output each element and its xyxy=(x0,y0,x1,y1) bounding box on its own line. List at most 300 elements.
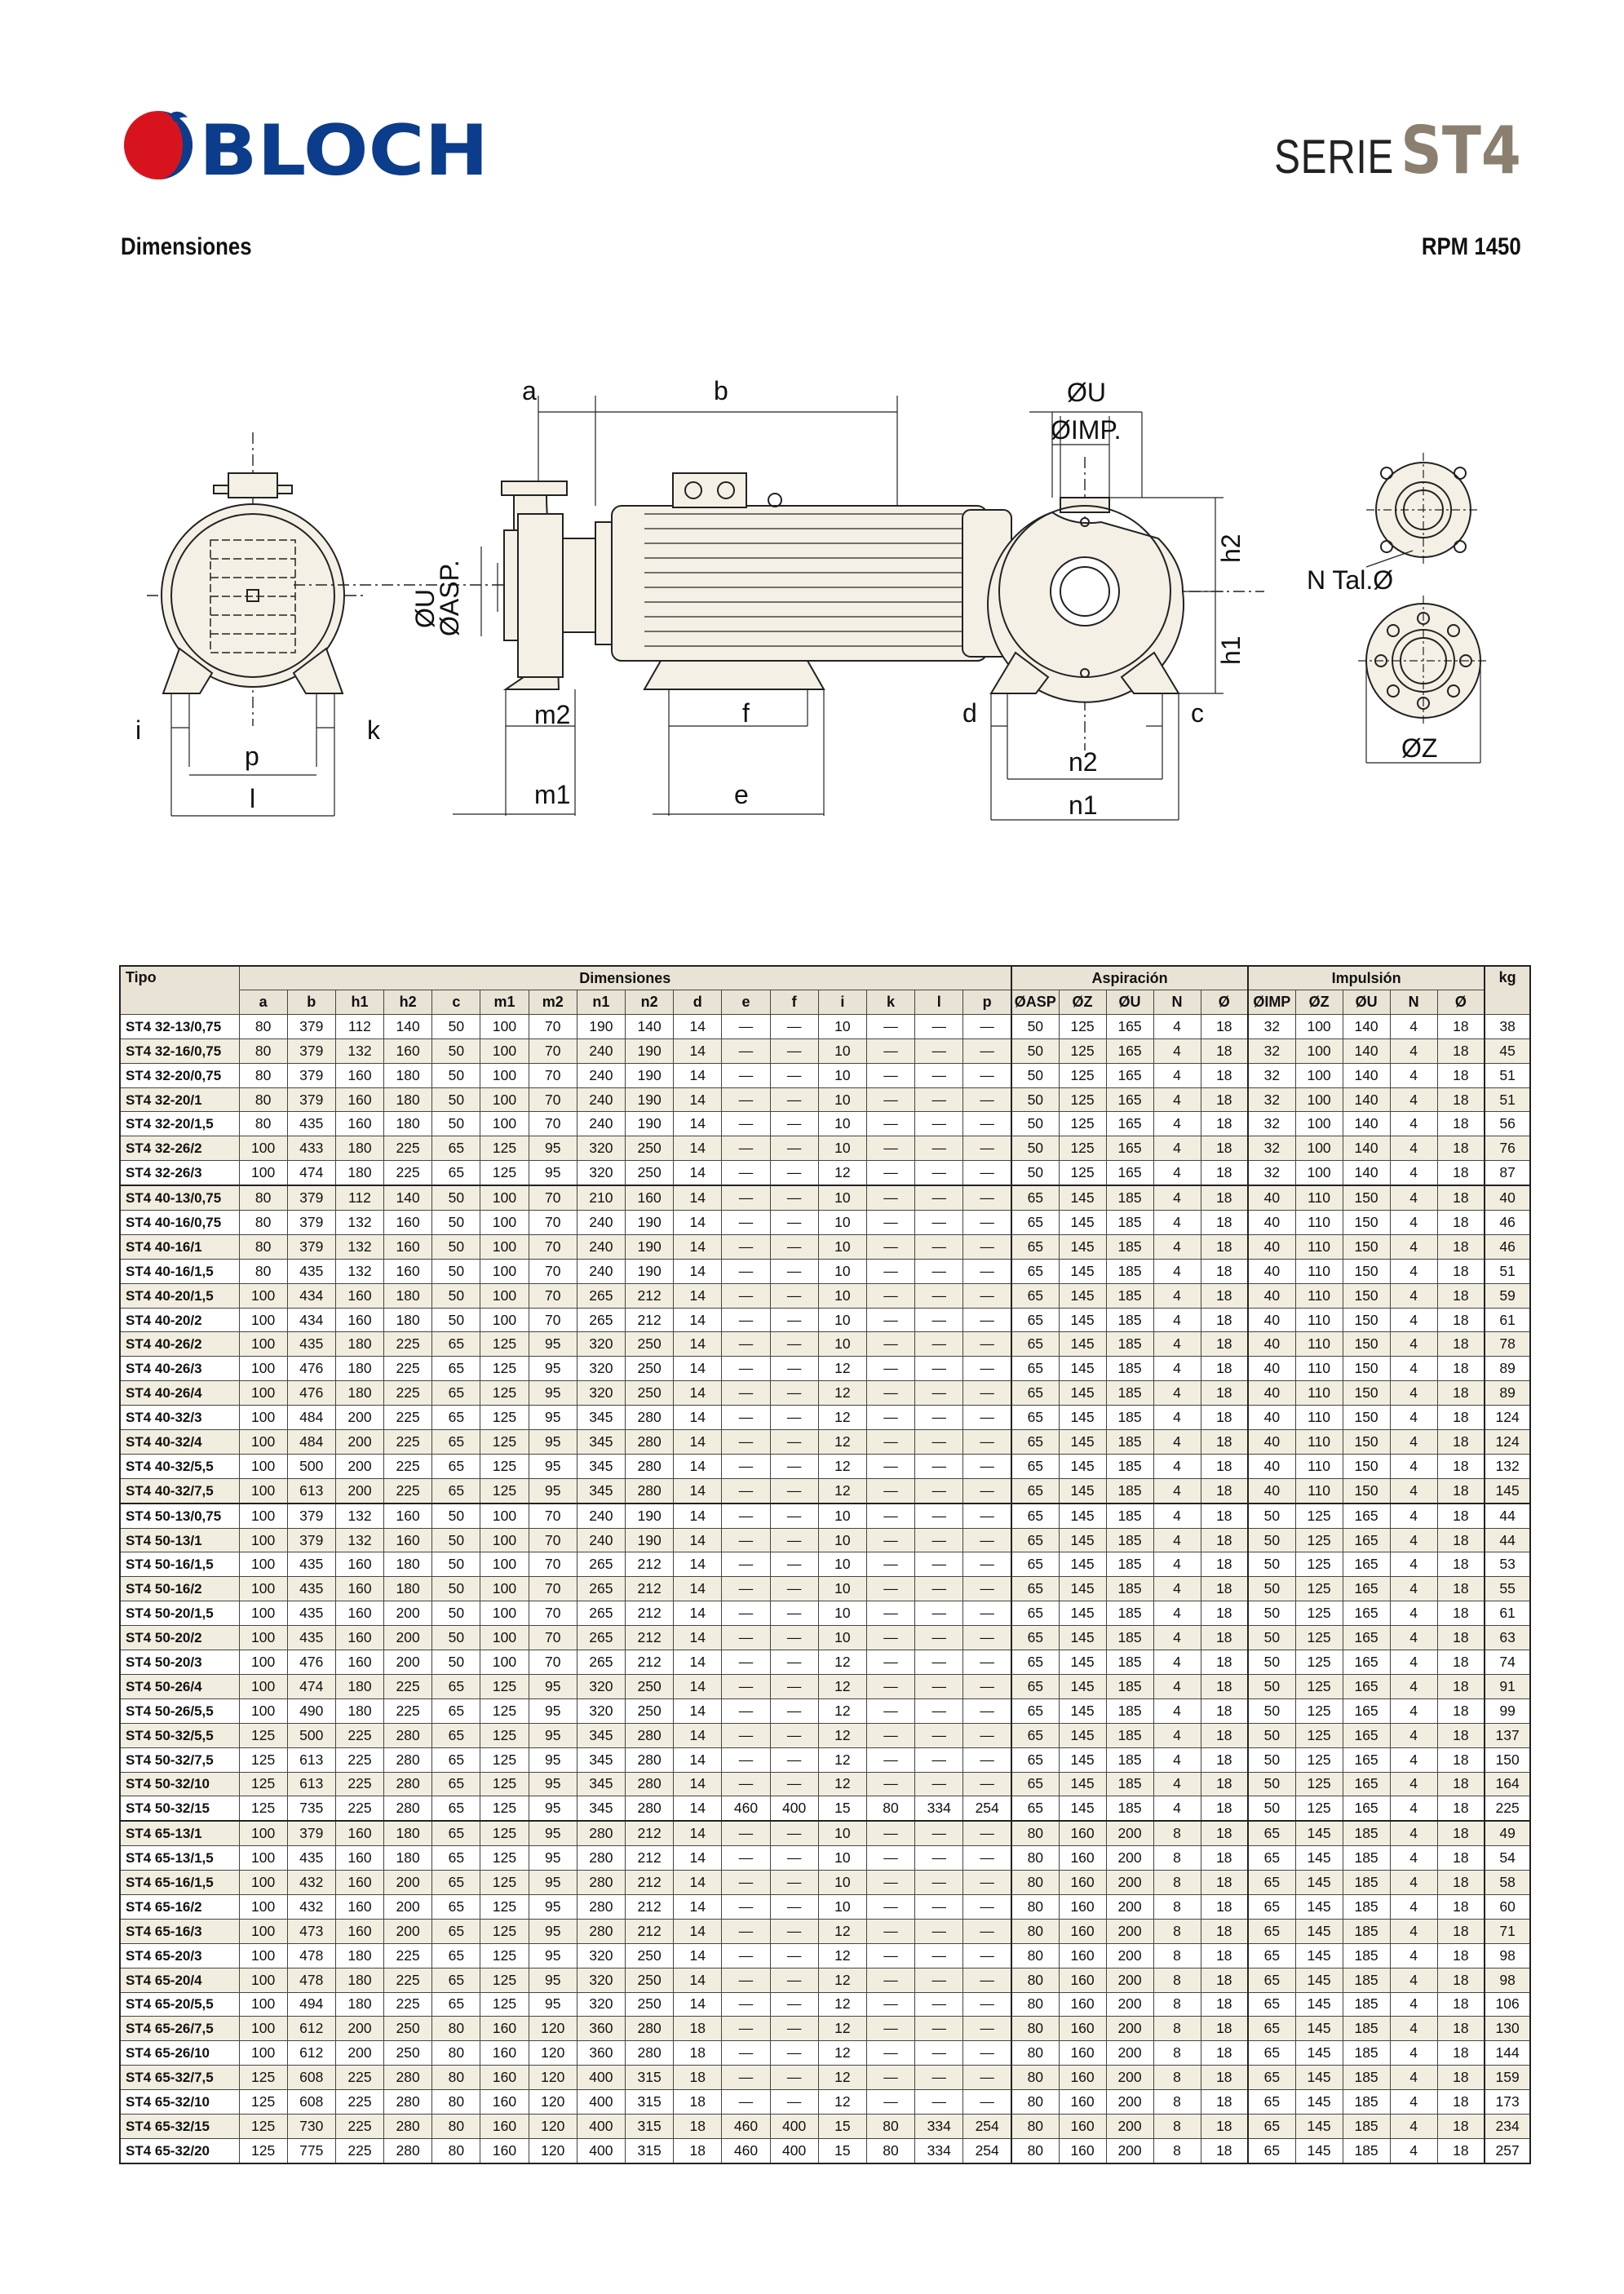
table-cell: 18 xyxy=(1437,1601,1485,1626)
tipo-cell: ST4 50-32/7,5 xyxy=(120,1747,239,1772)
table-cell: 80 xyxy=(1011,1992,1059,2017)
tipo-cell: ST4 50-32/15 xyxy=(120,1796,239,1821)
table-cell: 50 xyxy=(1011,1063,1059,1087)
table-cell: 125 xyxy=(480,1968,529,1992)
table-cell: 50 xyxy=(432,1528,480,1552)
table-cell: 185 xyxy=(1106,1747,1153,1772)
table-row xyxy=(120,2114,1530,2138)
table-cell: — xyxy=(866,1674,914,1698)
table-cell: 4 xyxy=(1390,1650,1437,1675)
table-cell: 12 xyxy=(818,1919,866,1943)
table-cell: 225 xyxy=(335,1747,383,1772)
table-cell: 180 xyxy=(384,1087,432,1112)
table-cell: 180 xyxy=(384,1846,432,1871)
table-cell: 18 xyxy=(1437,2017,1485,2041)
table-cell: — xyxy=(770,1552,818,1577)
table-cell: 14 xyxy=(674,1698,722,1723)
table-cell: 160 xyxy=(480,2090,529,2115)
table-cell: 140 xyxy=(1343,1014,1390,1038)
table-cell: — xyxy=(915,1846,963,1871)
table-cell: 145 xyxy=(1059,1772,1106,1796)
table-cell: 125 xyxy=(480,1894,529,1919)
table-cell: 125 xyxy=(480,1381,529,1406)
table-cell: 10 xyxy=(818,1234,866,1259)
table-cell: 145 xyxy=(1059,1211,1106,1235)
table-cell: 145 xyxy=(1059,1308,1106,1332)
table-cell: 185 xyxy=(1343,1992,1390,2017)
table-cell: 190 xyxy=(626,1063,674,1087)
table-cell: 65 xyxy=(1011,1381,1059,1406)
table-cell: 55 xyxy=(1485,1577,1530,1601)
table-cell: 70 xyxy=(529,1283,577,1308)
table-cell: 14 xyxy=(674,1919,722,1943)
table-cell: 18 xyxy=(1201,1650,1248,1675)
table-cell: 190 xyxy=(626,1038,674,1063)
table-cell: 18 xyxy=(1437,2114,1485,2138)
table-row xyxy=(120,1894,1530,1919)
column-header-dim-15: p xyxy=(963,990,1011,1015)
table-row xyxy=(120,1626,1530,1650)
table-cell: 185 xyxy=(1343,2114,1390,2138)
table-cell: 18 xyxy=(1437,1626,1485,1650)
table-cell: 125 xyxy=(480,1747,529,1772)
table-cell: 18 xyxy=(1437,1211,1485,1235)
table-cell: 12 xyxy=(818,1650,866,1675)
table-cell: 112 xyxy=(335,1185,383,1210)
table-cell: 95 xyxy=(529,1332,577,1357)
table-cell: — xyxy=(963,1577,1011,1601)
table-cell: 40 xyxy=(1248,1406,1295,1430)
table-cell: 345 xyxy=(577,1406,625,1430)
table-cell: 4 xyxy=(1153,1626,1201,1650)
table-cell: 65 xyxy=(1011,1259,1059,1283)
table-cell: 200 xyxy=(1106,1821,1153,1845)
table-row xyxy=(120,2090,1530,2115)
table-cell: 14 xyxy=(674,1234,722,1259)
table-cell: 10 xyxy=(818,1504,866,1528)
tipo-cell: ST4 65-16/2 xyxy=(120,1894,239,1919)
table-cell: 65 xyxy=(432,1136,480,1161)
table-cell: 65 xyxy=(432,1723,480,1747)
tipo-cell: ST4 65-32/20 xyxy=(120,2138,239,2163)
table-cell: 18 xyxy=(1437,1185,1485,1210)
table-cell: — xyxy=(722,1454,770,1478)
table-cell: 32 xyxy=(1248,1112,1295,1136)
table-cell: 18 xyxy=(1201,2090,1248,2115)
table-cell: 140 xyxy=(1343,1136,1390,1161)
table-cell: 80 xyxy=(1011,2138,1059,2163)
table-cell: 95 xyxy=(529,1136,577,1161)
table-cell: 100 xyxy=(239,1430,287,1455)
table-cell: 345 xyxy=(577,1723,625,1747)
table-cell: — xyxy=(963,1478,1011,1503)
table-cell: — xyxy=(866,1454,914,1478)
table-cell: — xyxy=(770,1846,818,1871)
table-cell: — xyxy=(963,1626,1011,1650)
table-cell: 18 xyxy=(1437,1943,1485,1968)
table-cell: 360 xyxy=(577,2017,625,2041)
table-cell: 4 xyxy=(1153,1087,1201,1112)
table-cell: — xyxy=(963,2041,1011,2066)
table-cell: 18 xyxy=(1201,1772,1248,1796)
table-row xyxy=(120,2017,1530,2041)
table-cell: 14 xyxy=(674,1063,722,1087)
table-cell: 70 xyxy=(529,1211,577,1235)
table-cell: 18 xyxy=(674,2017,722,2041)
tipo-cell: ST4 40-16/0,75 xyxy=(120,1211,239,1235)
table-cell: 65 xyxy=(1011,1552,1059,1577)
table-cell: 608 xyxy=(287,2090,335,2115)
table-cell: 4 xyxy=(1153,1308,1201,1332)
table-cell: 4 xyxy=(1153,1112,1201,1136)
table-cell: 280 xyxy=(626,1796,674,1821)
table-cell: 100 xyxy=(480,1211,529,1235)
table-cell: — xyxy=(722,1871,770,1895)
table-cell: 160 xyxy=(384,1528,432,1552)
table-cell: 14 xyxy=(674,1283,722,1308)
table-cell: 132 xyxy=(335,1528,383,1552)
table-cell: 125 xyxy=(480,1821,529,1845)
table-cell: 125 xyxy=(239,2114,287,2138)
table-cell: 65 xyxy=(1248,2066,1295,2090)
table-cell: — xyxy=(770,1211,818,1235)
table-cell: 18 xyxy=(1201,1919,1248,1943)
table-cell: 80 xyxy=(1011,2017,1059,2041)
table-cell: 190 xyxy=(626,1087,674,1112)
table-cell: — xyxy=(770,1504,818,1528)
table-cell: 240 xyxy=(577,1038,625,1063)
table-cell: 49 xyxy=(1485,1821,1530,1845)
table-cell: 484 xyxy=(287,1430,335,1455)
table-cell: — xyxy=(866,1650,914,1675)
table-cell: 10 xyxy=(818,1528,866,1552)
table-cell: 200 xyxy=(1106,2138,1153,2163)
table-cell: 125 xyxy=(1295,1528,1343,1552)
table-cell: 200 xyxy=(1106,2041,1153,2066)
table-cell: 145 xyxy=(1059,1601,1106,1626)
table-cell: 50 xyxy=(432,1185,480,1210)
table-cell: 80 xyxy=(239,1234,287,1259)
table-cell: 65 xyxy=(432,1871,480,1895)
table-cell: 200 xyxy=(1106,2017,1153,2041)
table-cell: — xyxy=(722,1943,770,1968)
table-cell: 280 xyxy=(626,1430,674,1455)
table-cell: 200 xyxy=(335,2041,383,2066)
table-cell: — xyxy=(770,1601,818,1626)
table-cell: 14 xyxy=(674,1112,722,1136)
table-cell: 50 xyxy=(1011,1161,1059,1185)
table-cell: 12 xyxy=(818,1430,866,1455)
table-cell: 65 xyxy=(1248,1821,1295,1845)
table-cell: 65 xyxy=(1011,1406,1059,1430)
table-cell: 61 xyxy=(1485,1601,1530,1626)
table-cell: 125 xyxy=(480,1478,529,1503)
table-cell: 320 xyxy=(577,1161,625,1185)
table-cell: 185 xyxy=(1343,1846,1390,1871)
table-cell: — xyxy=(963,1943,1011,1968)
table-cell: 125 xyxy=(480,1161,529,1185)
table-cell: 250 xyxy=(626,1381,674,1406)
table-cell: 10 xyxy=(818,1136,866,1161)
table-cell: 95 xyxy=(529,1968,577,1992)
table-cell: 185 xyxy=(1106,1283,1153,1308)
table-cell: 65 xyxy=(1011,1504,1059,1528)
table-cell: 180 xyxy=(384,1112,432,1136)
table-cell: 50 xyxy=(1011,1014,1059,1038)
dim-label-m2: m2 xyxy=(534,700,571,729)
column-header-dim-13: k xyxy=(866,990,914,1015)
table-cell: 4 xyxy=(1390,2017,1437,2041)
table-cell: 185 xyxy=(1106,1211,1153,1235)
table-cell: 12 xyxy=(818,1698,866,1723)
header-impulsion: Impulsión xyxy=(1248,966,1485,990)
table-cell: 4 xyxy=(1390,1357,1437,1381)
table-cell: 110 xyxy=(1295,1332,1343,1357)
table-cell: 180 xyxy=(335,1968,383,1992)
table-cell: 200 xyxy=(384,1894,432,1919)
table-cell: — xyxy=(770,1626,818,1650)
table-cell: — xyxy=(866,1283,914,1308)
table-cell: 112 xyxy=(335,1014,383,1038)
table-cell: — xyxy=(915,1772,963,1796)
table-cell: 434 xyxy=(287,1283,335,1308)
table-cell: 18 xyxy=(1201,1087,1248,1112)
table-cell: 160 xyxy=(1059,1821,1106,1845)
table-cell: 160 xyxy=(1059,1894,1106,1919)
tipo-cell: ST4 50-20/2 xyxy=(120,1626,239,1650)
dim-label-f: f xyxy=(742,698,750,728)
table-cell: 18 xyxy=(1437,1528,1485,1552)
table-cell: 14 xyxy=(674,1259,722,1283)
table-cell: 137 xyxy=(1485,1723,1530,1747)
table-cell: — xyxy=(770,1087,818,1112)
table-cell: 180 xyxy=(384,1308,432,1332)
table-cell: 125 xyxy=(480,1919,529,1943)
column-header-asp-3: N xyxy=(1153,990,1201,1015)
table-cell: 612 xyxy=(287,2041,335,2066)
table-cell: 200 xyxy=(1106,1992,1153,2017)
table-cell: 145 xyxy=(1059,1185,1106,1210)
table-cell: 110 xyxy=(1295,1478,1343,1503)
table-cell: 4 xyxy=(1390,1381,1437,1406)
table-cell: — xyxy=(770,1161,818,1185)
table-cell: 32 xyxy=(1248,1087,1295,1112)
table-cell: 159 xyxy=(1485,2066,1530,2090)
table-cell: 4 xyxy=(1153,1478,1201,1503)
table-cell: 160 xyxy=(335,1063,383,1087)
table-cell: 160 xyxy=(480,2041,529,2066)
table-cell: 240 xyxy=(577,1528,625,1552)
table-cell: 160 xyxy=(335,1919,383,1943)
table-cell: — xyxy=(915,1259,963,1283)
table-cell: 18 xyxy=(1437,1381,1485,1406)
table-cell: 140 xyxy=(384,1185,432,1210)
table-cell: 65 xyxy=(1248,1871,1295,1895)
dim-label-oU: ØU xyxy=(410,589,440,628)
tipo-cell: ST4 32-16/0,75 xyxy=(120,1038,239,1063)
table-cell: 145 xyxy=(1059,1430,1106,1455)
table-cell: — xyxy=(866,1626,914,1650)
table-cell: 265 xyxy=(577,1552,625,1577)
table-cell: 145 xyxy=(1059,1747,1106,1772)
table-cell: 65 xyxy=(1248,1919,1295,1943)
table-cell: 473 xyxy=(287,1919,335,1943)
table-cell: — xyxy=(963,1283,1011,1308)
table-row xyxy=(120,1406,1530,1430)
table-cell: 160 xyxy=(384,1211,432,1235)
table-cell: — xyxy=(915,1747,963,1772)
table-cell: — xyxy=(963,2066,1011,2090)
tipo-cell: ST4 65-16/3 xyxy=(120,1919,239,1943)
table-cell: 80 xyxy=(1011,1894,1059,1919)
table-cell: 14 xyxy=(674,1992,722,2017)
table-cell: — xyxy=(915,2041,963,2066)
table-cell: — xyxy=(866,2090,914,2115)
table-cell: 125 xyxy=(239,2066,287,2090)
table-cell: 80 xyxy=(1011,1871,1059,1895)
table-cell: 50 xyxy=(1248,1504,1295,1528)
table-cell: 145 xyxy=(1059,1552,1106,1577)
table-row xyxy=(120,1674,1530,1698)
table-row xyxy=(120,1943,1530,1968)
table-cell: 280 xyxy=(384,1772,432,1796)
table-cell: 4 xyxy=(1153,1185,1201,1210)
table-cell: — xyxy=(915,1406,963,1430)
table-cell: 40 xyxy=(1248,1259,1295,1283)
tipo-cell: ST4 40-26/2 xyxy=(120,1332,239,1357)
table-cell: 4 xyxy=(1390,1406,1437,1430)
table-cell: 10 xyxy=(818,1112,866,1136)
table-cell: 70 xyxy=(529,1577,577,1601)
table-cell: 315 xyxy=(626,2114,674,2138)
column-header-imp-2: ØU xyxy=(1343,990,1390,1015)
table-cell: — xyxy=(915,1283,963,1308)
table-cell: 80 xyxy=(239,1087,287,1112)
table-cell: 51 xyxy=(1485,1087,1530,1112)
table-cell: 320 xyxy=(577,1332,625,1357)
table-cell: 18 xyxy=(1201,1038,1248,1063)
tipo-cell: ST4 65-32/7,5 xyxy=(120,2066,239,2090)
table-cell: 165 xyxy=(1343,1747,1390,1772)
table-cell: 100 xyxy=(239,1846,287,1871)
table-cell: — xyxy=(963,1161,1011,1185)
dim-label-n1: n1 xyxy=(1069,790,1098,820)
table-cell: 10 xyxy=(818,1259,866,1283)
table-cell: 160 xyxy=(335,1552,383,1577)
table-cell: 65 xyxy=(1011,1332,1059,1357)
table-cell: 165 xyxy=(1343,1601,1390,1626)
table-cell: 65 xyxy=(1248,2090,1295,2115)
table-cell: 98 xyxy=(1485,1943,1530,1968)
table-cell: 145 xyxy=(1295,1894,1343,1919)
table-cell: 100 xyxy=(239,2041,287,2066)
table-cell: 14 xyxy=(674,1772,722,1796)
table-cell: 32 xyxy=(1248,1014,1295,1038)
table-cell: — xyxy=(770,1063,818,1087)
table-cell: 14 xyxy=(674,1430,722,1455)
table-cell: 320 xyxy=(577,1674,625,1698)
table-cell: 100 xyxy=(480,1014,529,1038)
table-cell: 4 xyxy=(1390,1871,1437,1895)
table-cell: — xyxy=(963,1430,1011,1455)
table-cell: 735 xyxy=(287,1796,335,1821)
table-cell: 125 xyxy=(480,1454,529,1478)
table-cell: 160 xyxy=(480,2017,529,2041)
table-cell: 18 xyxy=(1437,1283,1485,1308)
table-cell: 100 xyxy=(239,1504,287,1528)
table-cell: 50 xyxy=(1011,1136,1059,1161)
table-cell: 80 xyxy=(432,2090,480,2115)
table-cell: 775 xyxy=(287,2138,335,2163)
table-cell: 185 xyxy=(1106,1528,1153,1552)
table-cell: 80 xyxy=(1011,2041,1059,2066)
table-cell: 18 xyxy=(1201,1332,1248,1357)
table-cell: 100 xyxy=(480,1601,529,1626)
table-cell: 145 xyxy=(1059,1332,1106,1357)
table-cell: 4 xyxy=(1390,1626,1437,1650)
table-cell: 185 xyxy=(1106,1430,1153,1455)
table-cell: 100 xyxy=(239,1552,287,1577)
table-cell: 18 xyxy=(1201,1161,1248,1185)
table-row xyxy=(120,2066,1530,2090)
table-row xyxy=(120,1161,1530,1185)
table-cell: 4 xyxy=(1153,1406,1201,1430)
table-cell: 254 xyxy=(963,1796,1011,1821)
table-cell: 70 xyxy=(529,1087,577,1112)
table-cell: 4 xyxy=(1153,1577,1201,1601)
table-cell: — xyxy=(963,1038,1011,1063)
table-cell: 280 xyxy=(577,1871,625,1895)
column-header-dim-4: c xyxy=(432,990,480,1015)
table-cell: 432 xyxy=(287,1871,335,1895)
table-cell: 360 xyxy=(577,2041,625,2066)
table-cell: 379 xyxy=(287,1234,335,1259)
table-cell: 185 xyxy=(1343,2138,1390,2163)
table-cell: 400 xyxy=(770,2114,818,2138)
table-cell: — xyxy=(915,1211,963,1235)
table-cell: 100 xyxy=(239,1650,287,1675)
table-cell: 14 xyxy=(674,1626,722,1650)
table-cell: 65 xyxy=(432,1674,480,1698)
table-cell: 334 xyxy=(915,2114,963,2138)
table-cell: — xyxy=(866,1259,914,1283)
table-cell: — xyxy=(915,1871,963,1895)
table-cell: — xyxy=(915,1161,963,1185)
table-cell: 65 xyxy=(1248,1846,1295,1871)
table-cell: 484 xyxy=(287,1406,335,1430)
table-cell: 14 xyxy=(674,1674,722,1698)
table-cell: 65 xyxy=(1011,1528,1059,1552)
table-cell: 140 xyxy=(1343,1161,1390,1185)
table-cell: 165 xyxy=(1343,1528,1390,1552)
table-cell: 46 xyxy=(1485,1234,1530,1259)
tipo-cell: ST4 65-32/15 xyxy=(120,2114,239,2138)
table-cell: 240 xyxy=(577,1504,625,1528)
table-cell: 50 xyxy=(432,1063,480,1087)
table-cell: — xyxy=(963,1185,1011,1210)
tipo-cell: ST4 65-20/4 xyxy=(120,1968,239,1992)
table-cell: — xyxy=(866,1821,914,1845)
table-cell: 18 xyxy=(1437,1992,1485,2017)
table-cell: 110 xyxy=(1295,1259,1343,1283)
table-cell: — xyxy=(963,1601,1011,1626)
table-cell: 125 xyxy=(1295,1674,1343,1698)
table-cell: 100 xyxy=(480,1504,529,1528)
column-header-imp-3: N xyxy=(1390,990,1437,1015)
table-cell: 478 xyxy=(287,1968,335,1992)
table-cell: 8 xyxy=(1153,1992,1201,2017)
table-cell: 65 xyxy=(1011,1308,1059,1332)
